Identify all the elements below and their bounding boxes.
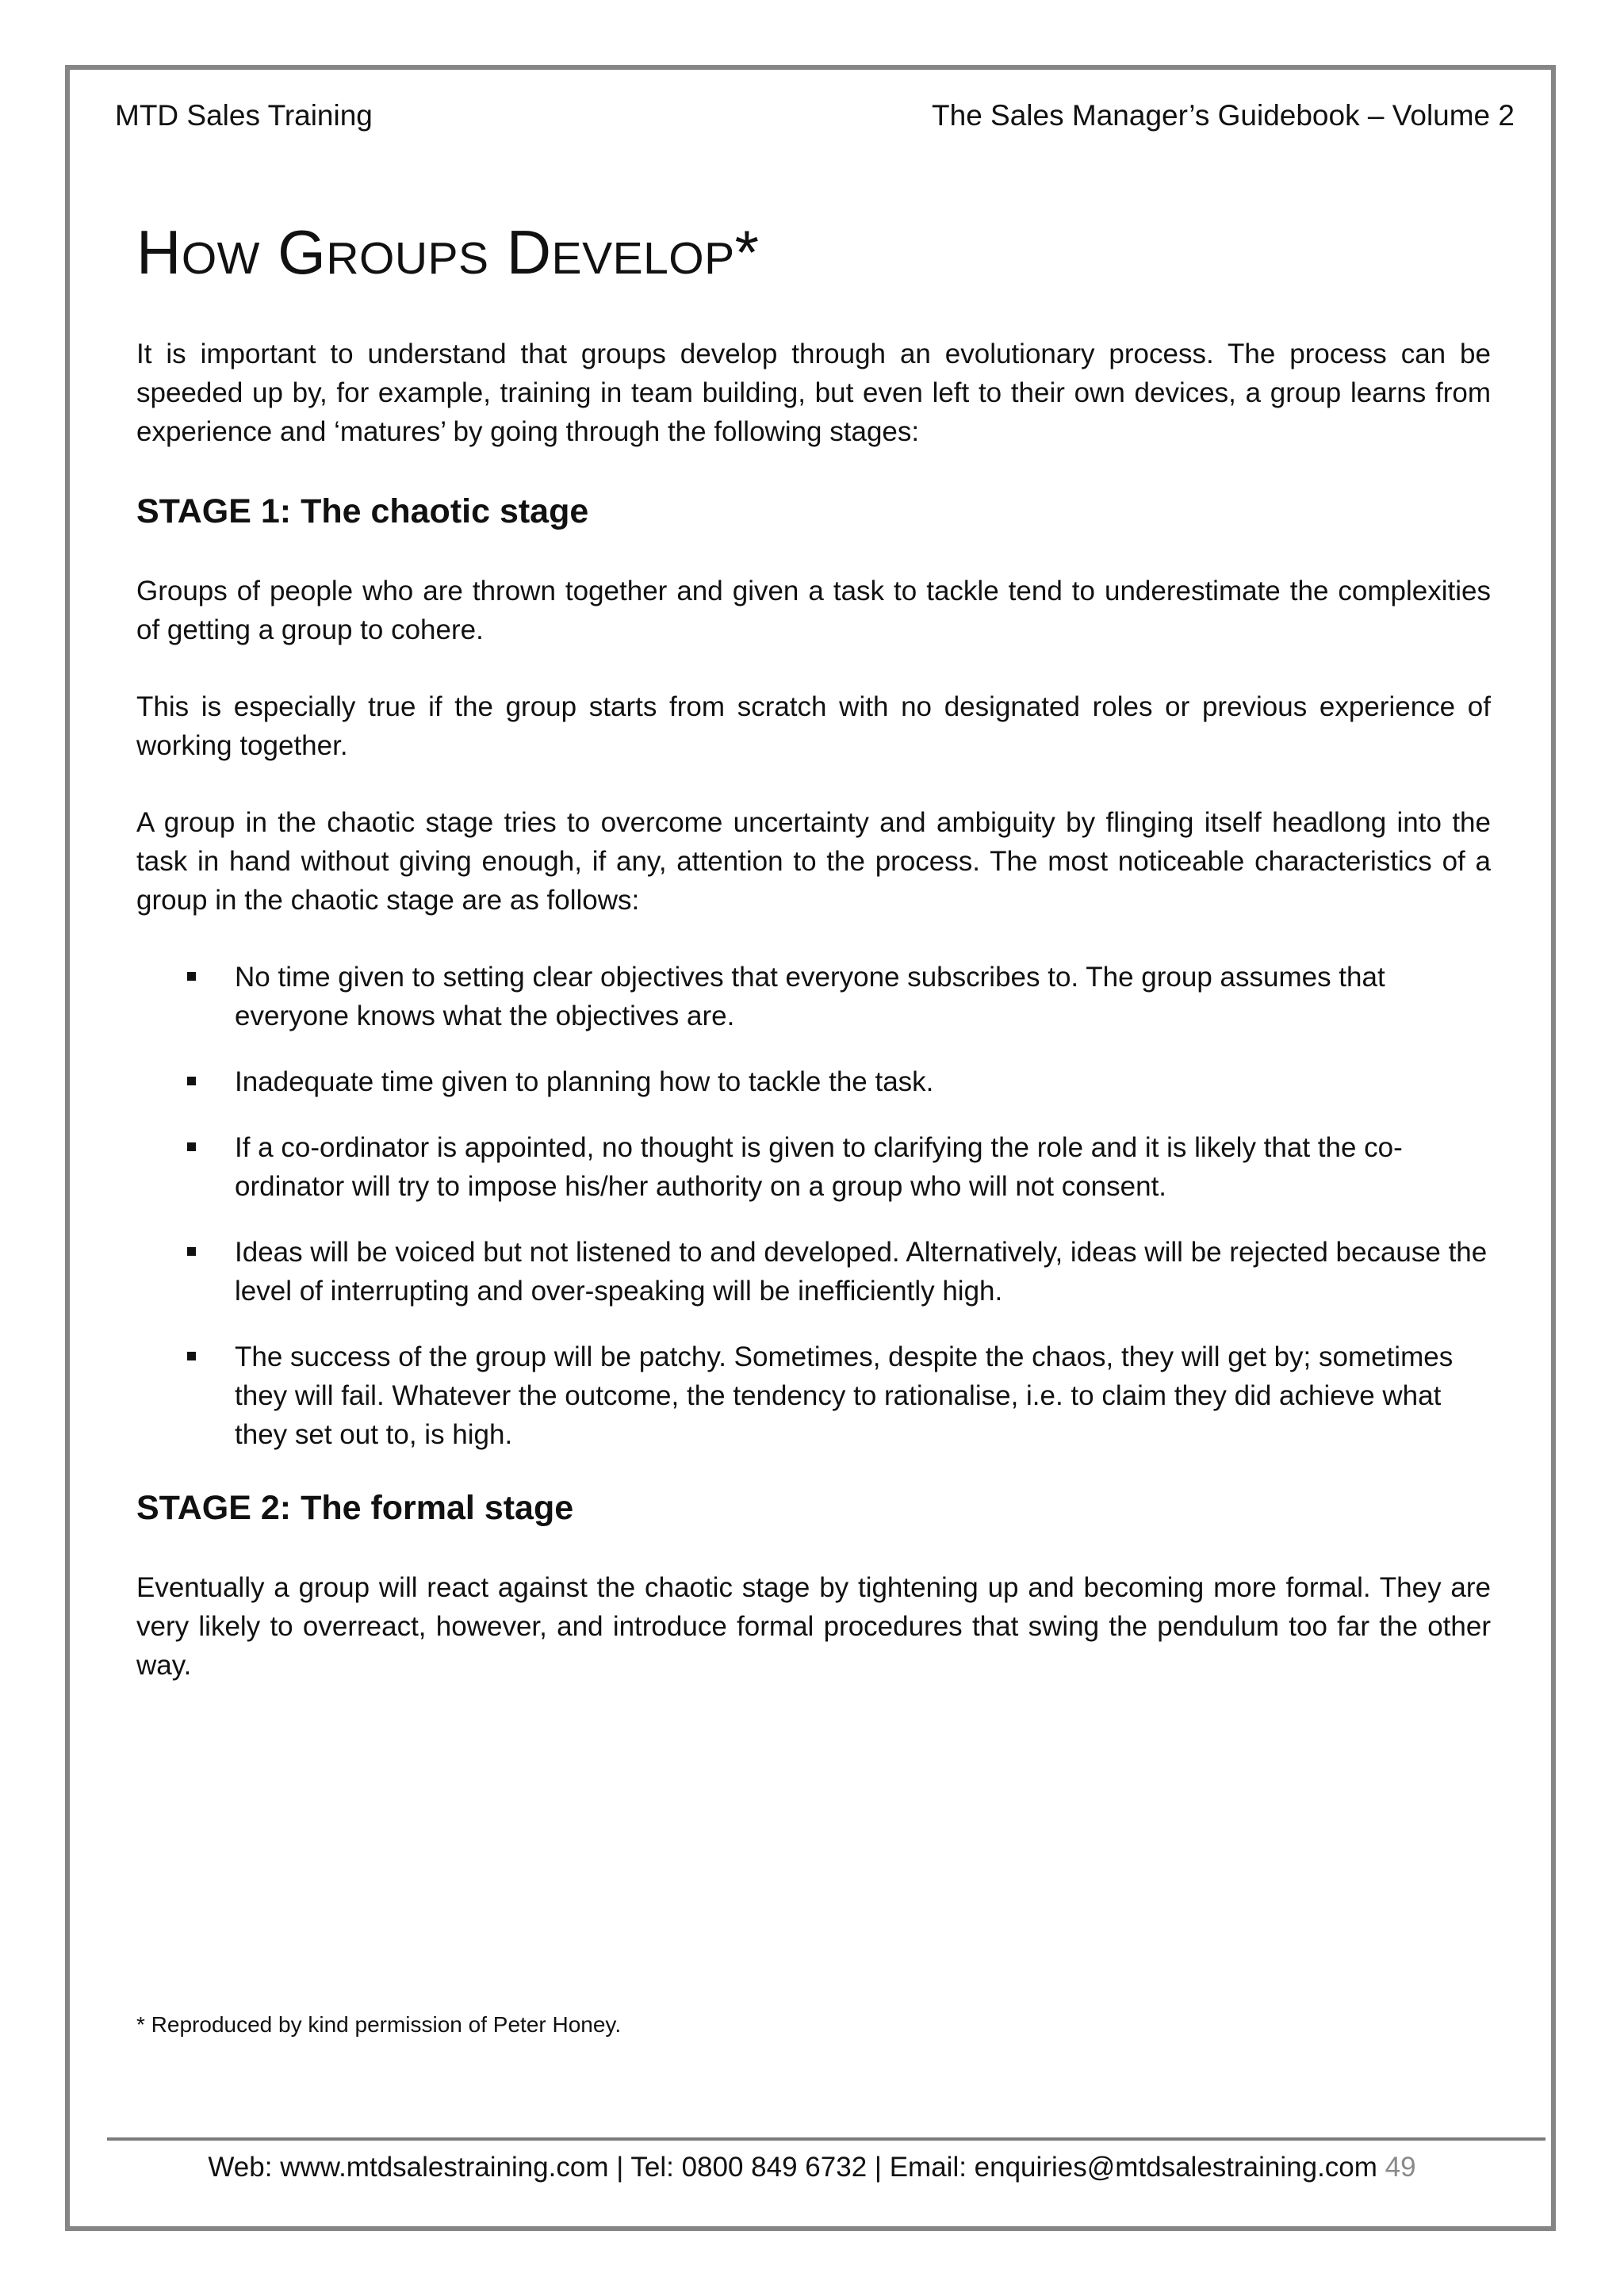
page-number: 49 xyxy=(1385,2152,1416,2183)
footer xyxy=(0,2150,1624,2185)
list-item xyxy=(136,1062,1491,1101)
square-bullet-icon xyxy=(187,1352,196,1360)
square-bullet-icon xyxy=(187,1142,196,1151)
stage2-paragraph-1: Eventually a group will react against the chaotic stage by tightening up and becoming more formal. They are very likely to overreact, however, and introduce formal procedures that swing the pendulum too far the other way. xyxy=(136,1572,1491,1681)
square-bullet-icon xyxy=(187,972,196,981)
title-cap-3: D xyxy=(506,217,552,287)
square-bullet-icon xyxy=(187,1247,196,1256)
title-cap-2: G xyxy=(278,217,327,287)
page-title xyxy=(136,214,1491,297)
list-item xyxy=(136,958,1491,1035)
title-rest-2: ROUPS xyxy=(326,233,489,284)
list-item-text: Ideas will be voiced but not listened to and developed. Alternatively, ideas will be rejected because the level of interrupting and over-speaking will be inefficiently high. xyxy=(235,1237,1488,1307)
intro-paragraph: It is important to understand that groups develop through an evolutionary process. The process can be speeded up by, for example, training in team building, but even left to their own devices, a group learns from experience and ‘matures’ by going through the following stages: xyxy=(136,339,1491,447)
header-publisher: MTD Sales Training xyxy=(115,99,373,132)
title-cap-1: H xyxy=(136,217,182,287)
footer-divider xyxy=(107,2137,1545,2141)
list-item xyxy=(136,1128,1491,1206)
stage1-paragraph-2: This is especially true if the group starts from scratch with no designated roles or previous experience of working together. xyxy=(136,691,1491,761)
stage1-paragraph-3: A group in the chaotic stage tries to overcome uncertainty and ambiguity by flinging itself headlong into the task in hand without giving enough, if any, attention to the process. The most noticeable characteristics of a group in the chaotic stage are as follows: xyxy=(136,807,1491,916)
stage2-heading: STAGE 2: The formal stage xyxy=(136,1489,574,1527)
footer-contact: Web: www.mtdsalestraining.com | Tel: 0800 849 6732 | Email: enquiries@mtdsalestraining.com xyxy=(208,2152,1377,2183)
list-item-text: No time given to setting clear objectives that everyone subscribes to. The group assumes that everyone knows what the objectives are. xyxy=(235,962,1385,1031)
footnote: * Reproduced by kind permission of Peter Honey. xyxy=(136,2012,622,2037)
stage1-characteristics-list xyxy=(136,958,1491,1454)
header-book-title: The Sales Manager’s Guidebook – Volume 2 xyxy=(932,99,1515,132)
stage1-heading: STAGE 1: The chaotic stage xyxy=(136,492,589,530)
list-item xyxy=(136,1337,1491,1454)
list-item-text: If a co-ordinator is appointed, no thought is given to clarifying the role and it is likely that the co-ordinator will try to impose his/her authority on a group who will not consent. xyxy=(235,1132,1403,1202)
square-bullet-icon xyxy=(187,1077,196,1085)
main-content xyxy=(136,214,1491,1723)
title-rest-3: EVELOP xyxy=(551,233,735,284)
list-item-text: Inadequate time given to planning how to tackle the task. xyxy=(235,1066,934,1097)
list-item xyxy=(136,1233,1491,1311)
list-item-text: The success of the group will be patchy. Sometimes, despite the chaos, they will get by; sometimes they will fail. Whatever the outcome, the tendency to rationalise, i.e. to claim they did achieve what they set out to, is high. xyxy=(235,1341,1454,1450)
title-rest-1: OW xyxy=(181,233,260,284)
title-asterisk: * xyxy=(734,217,760,287)
stage1-paragraph-1: Groups of people who are thrown together and given a task to tackle tend to underestimate the complexities of getting a group to cohere. xyxy=(136,576,1491,645)
